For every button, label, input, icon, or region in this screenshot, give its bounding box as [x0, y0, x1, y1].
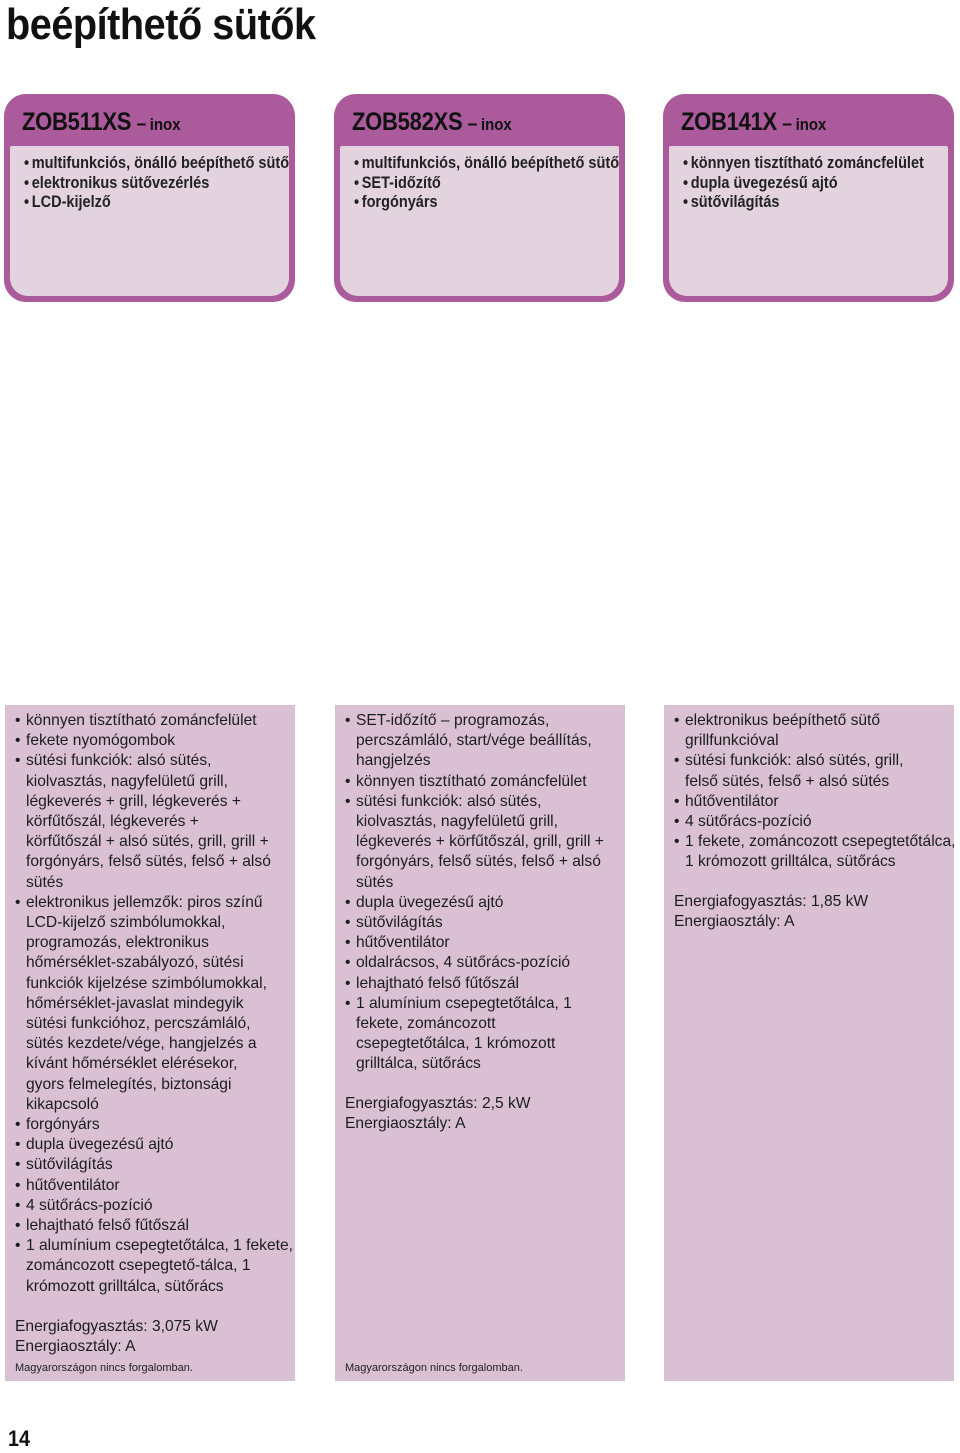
product-card-header — [352, 108, 512, 138]
feature-item: • sütési funkciók: alsó sütés, grill, felső sütés, felső + alsó sütés — [674, 751, 936, 791]
product-card-zob511xs — [4, 94, 295, 302]
feature-item: • oldalrácsos, 4 sütőrács-pozíció — [345, 953, 625, 973]
feature-item: • 4 sütőrács-pozíció — [15, 1196, 295, 1216]
feature-item: • hűtőventilátor — [674, 792, 954, 812]
summary-item: • dupla üvegezésű ajtó — [683, 174, 924, 194]
feature-item: • forgónyárs — [15, 1115, 295, 1135]
feature-item: • sütési funkciók: alsó sütés, kiolvasztás, nagyfelületű grill, légkeverés + grill, légkeverés + körfűtőszál, légkeverés + körfűtőszál + alsó sütés, grill, grill + forgónyárs, felső sütés, felső + alsó sütés — [15, 751, 277, 892]
feature-item: • 1 alumínium csepegtetőtálca, 1 fekete, zománcozott csepegtetőtálca, 1 krómozott grilltálca, sütőrács — [345, 994, 575, 1075]
summary-item: • SET-időzítő — [354, 174, 619, 194]
feature-item: • sütővilágítás — [15, 1155, 295, 1175]
energy-class: Energiaosztály: A — [345, 1115, 466, 1132]
features-list — [15, 711, 295, 1297]
feature-item: • elektronikus jellemzők: piros színű LCD-kijelző szimbólumokkal, programozás, elektronikus hőmérséklet-szabályozó, sütési funkciók kijelzése szimbólumokkal, hőmérséklet-javaslat mindegyik sütési funkcióhoz, percszámláló, sütés kezdete/vége, hangjelzés a kívánt hőmérséklet elérésekor, gyors felmelegítés, biztonsági kikapcsoló — [15, 893, 277, 1115]
features-column-zob141x — [664, 705, 954, 1381]
summary-item: • LCD-kijelző — [24, 193, 289, 213]
availability-note: Magyarországon nincs forgalomban. — [345, 1362, 523, 1374]
model-variant: inox — [795, 115, 827, 134]
feature-item: • könnyen tisztítható zománcfelület — [15, 711, 295, 731]
energy-consumption: Energiafogyasztás: 3,075 kW — [15, 1318, 218, 1335]
feature-item: • hűtőventilátor — [15, 1176, 295, 1196]
product-card-header — [681, 108, 826, 138]
feature-item: • 1 alumínium csepegtetőtálca, 1 fekete, zománcozott csepegtető-tálca, 1 krómozott grilltálca, sütőrács — [15, 1236, 295, 1297]
page-title: beépíthető sütők — [6, 0, 316, 49]
feature-item: • SET-időzítő – programozás, percszámláló, start/vége beállítás, hangjelzés — [345, 711, 613, 772]
summary-item: • multifunkciós, önálló beépíthető sütő — [24, 154, 289, 174]
energy-class: Energiaosztály: A — [674, 913, 795, 930]
summary-item: • multifunkciós, önálló beépíthető sütő — [354, 154, 619, 174]
feature-item: • dupla üvegezésű ajtó — [345, 893, 625, 913]
model-dash: – — [136, 113, 147, 135]
product-card-zob582xs — [334, 94, 625, 302]
feature-item: • hűtőventilátor — [345, 933, 625, 953]
feature-item: • sütési funkciók: alsó sütés, kiolvasztás, nagyfelületű grill, légkeverés + körfűtőszál, grill, grill + forgónyárs, felső sütés, felső + alsó sütés — [345, 792, 607, 893]
product-card-header — [22, 108, 181, 138]
summary-list — [354, 154, 619, 213]
product-card-zob141x — [663, 94, 954, 302]
energy-class: Energiaosztály: A — [15, 1338, 136, 1355]
feature-item: • fekete nyomógombok — [15, 731, 295, 751]
model-dash: – — [467, 113, 478, 135]
features-column-zob511xs — [5, 705, 295, 1381]
model-name: ZOB141X — [681, 108, 777, 136]
summary-item: • könnyen tisztítható zománcfelület — [683, 154, 924, 174]
feature-item: • elektronikus beépíthető sütő grillfunkcióval — [674, 711, 914, 751]
summary-item: • sütővilágítás — [683, 193, 924, 213]
energy-consumption: Energiafogyasztás: 2,5 kW — [345, 1095, 531, 1112]
summary-list — [24, 154, 289, 213]
feature-item: • könnyen tisztítható zománcfelület — [345, 772, 625, 792]
feature-item: • 4 sütőrács-pozíció — [674, 812, 954, 832]
features-list — [345, 711, 625, 1075]
page-number: 14 — [8, 1426, 31, 1451]
summary-list — [683, 154, 924, 213]
features-column-zob582xs — [335, 705, 625, 1381]
availability-note: Magyarországon nincs forgalomban. — [15, 1362, 193, 1374]
feature-item: • lehajtható felső fűtőszál — [15, 1216, 295, 1236]
feature-item: • 1 fekete, zománcozott csepegtetőtálca, 1 krómozott grilltálca, sütőrács — [674, 832, 958, 872]
feature-item: • lehajtható felső fűtőszál — [345, 974, 625, 994]
energy-consumption: Energiafogyasztás: 1,85 kW — [674, 893, 869, 910]
model-name: ZOB582XS — [352, 108, 463, 136]
model-dash: – — [782, 113, 793, 135]
model-name: ZOB511XS — [22, 108, 132, 136]
summary-item: • elektronikus sütővezérlés — [24, 174, 289, 194]
features-list — [674, 711, 954, 873]
feature-item: • sütővilágítás — [345, 913, 625, 933]
summary-item: • forgónyárs — [354, 193, 619, 213]
model-variant: inox — [480, 115, 512, 134]
feature-item: • dupla üvegezésű ajtó — [15, 1135, 295, 1155]
model-variant: inox — [149, 115, 181, 134]
